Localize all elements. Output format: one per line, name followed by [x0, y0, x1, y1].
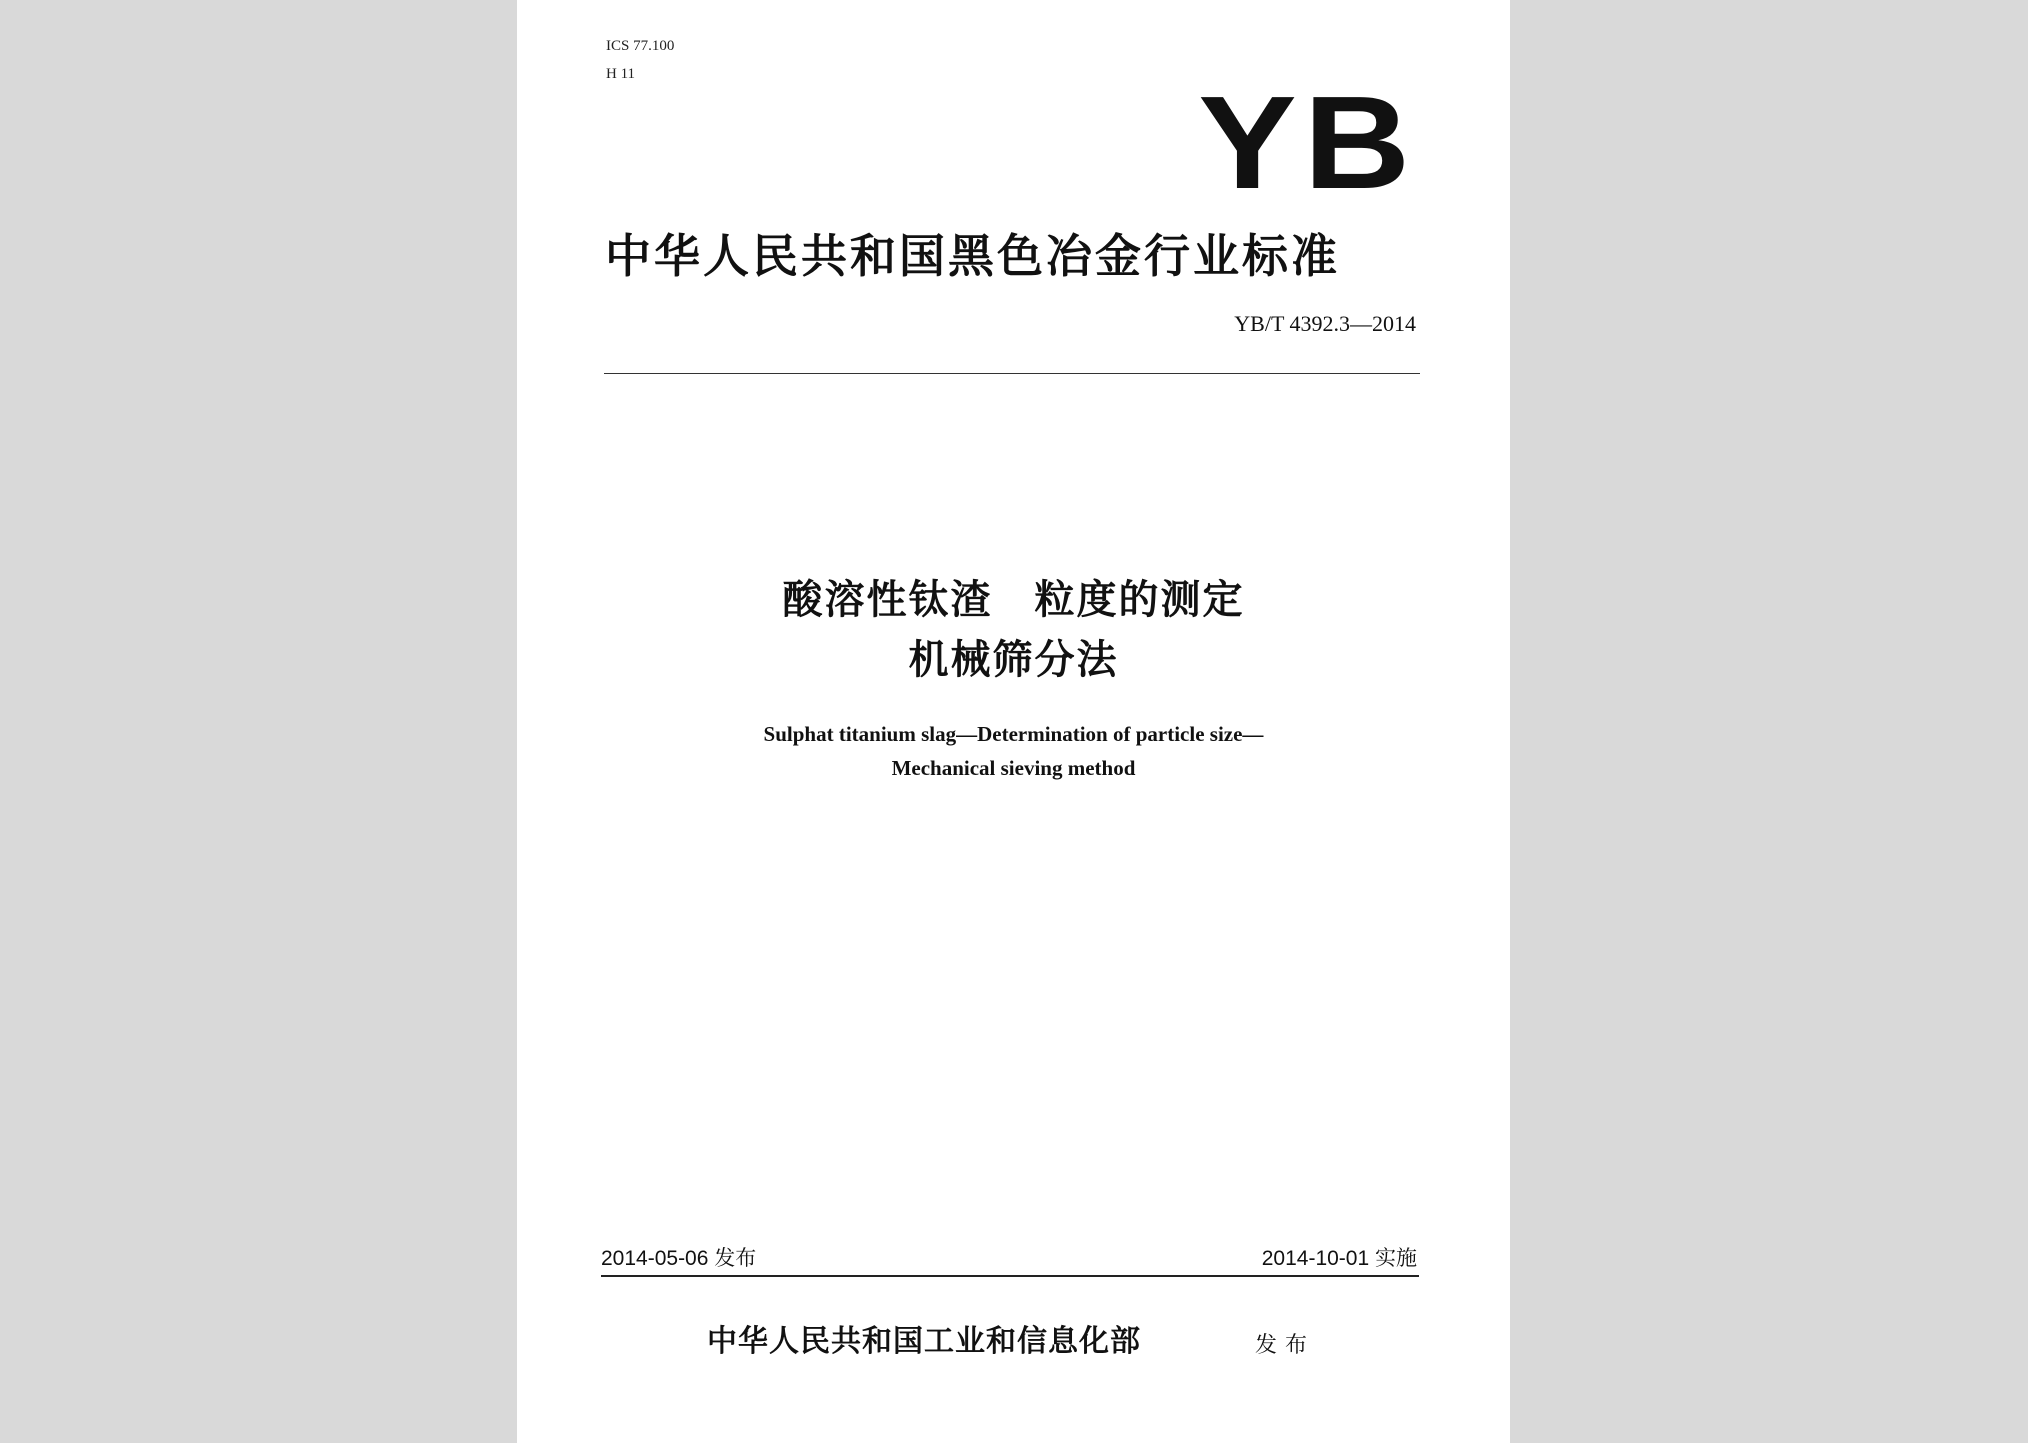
classification-code: H 11 — [606, 66, 636, 82]
publish-date: 2014-05-06 发布 — [601, 1247, 757, 1270]
yb-logo: YB — [1198, 69, 1417, 216]
english-title-line-2: Mechanical sieving method — [891, 756, 1136, 780]
chinese-title-line-2: 机械筛分法 — [908, 637, 1119, 683]
issuing-authority: 中华人民共和国工业和信息化部 — [707, 1324, 1141, 1359]
standard-title: 中华人民共和国黑色冶金行业标准 — [605, 229, 1340, 283]
document-page — [517, 0, 1510, 1443]
implement-date: 2014-10-01 实施 — [1261, 1247, 1417, 1270]
english-title-line-1: Sulphat titanium slag—Determination of particle size— — [763, 722, 1264, 746]
footer-divider — [601, 1275, 1419, 1277]
ics-code: ICS 77.100 — [606, 38, 675, 54]
standard-code: YB/T 4392.3—2014 — [1234, 311, 1416, 336]
english-title — [517, 717, 1510, 785]
issue-label: 发布 — [1255, 1333, 1316, 1358]
chinese-title — [517, 570, 1510, 690]
chinese-title-line-1: 酸溶性钛渣 粒度的测定 — [782, 577, 1245, 623]
header-divider — [604, 373, 1420, 374]
